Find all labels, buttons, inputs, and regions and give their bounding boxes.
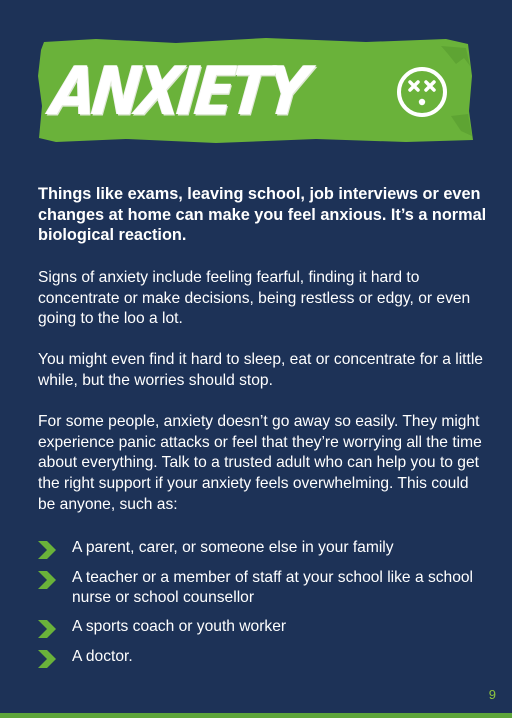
trusted-adults-list	[36, 538, 476, 668]
green-chevron-icon	[36, 570, 58, 590]
bottom-accent-bar	[0, 713, 512, 718]
list-item-text: A doctor.	[72, 647, 133, 665]
green-chevron-icon	[36, 619, 58, 639]
title-banner	[36, 36, 474, 144]
paragraph-support: For some people, anxiety doesn’t go away so easily. They might experience panic attacks or feel that they’re worrying all the time about everything. Talk to a trusted adult who can help you to get the right support if your anxiety feels overwhelming. This could be anyone, such as:	[38, 413, 482, 513]
list-item-text: A teacher or a member of staff at your school like a school nurse or school counsellor	[72, 568, 474, 607]
dizzy-face-icon	[396, 66, 448, 118]
green-chevron-icon	[36, 540, 58, 560]
list-item	[36, 617, 476, 638]
banner-title: ANXIETY	[47, 52, 309, 131]
list-item	[36, 538, 476, 559]
intro-text: Things like exams, leaving school, job interviews or even changes at home can make you feel anxious. It’s a normal biological reaction.	[38, 185, 487, 244]
paragraph-signs: Signs of anxiety include feeling fearful, finding it hard to concentrate or make decisions, being restless or edgy, or even going to the loo a lot.	[38, 269, 471, 328]
list-item-text: A parent, carer, or someone else in your family	[72, 539, 394, 556]
green-chevron-icon	[36, 649, 58, 669]
list-item	[36, 568, 476, 609]
paragraph-sleep: You might even find it hard to sleep, eat or concentrate for a little while, but the worries should stop.	[38, 351, 483, 389]
list-item-text: A sports coach or youth worker	[72, 618, 287, 636]
page-number: 9	[488, 687, 496, 702]
list-item	[36, 647, 476, 668]
